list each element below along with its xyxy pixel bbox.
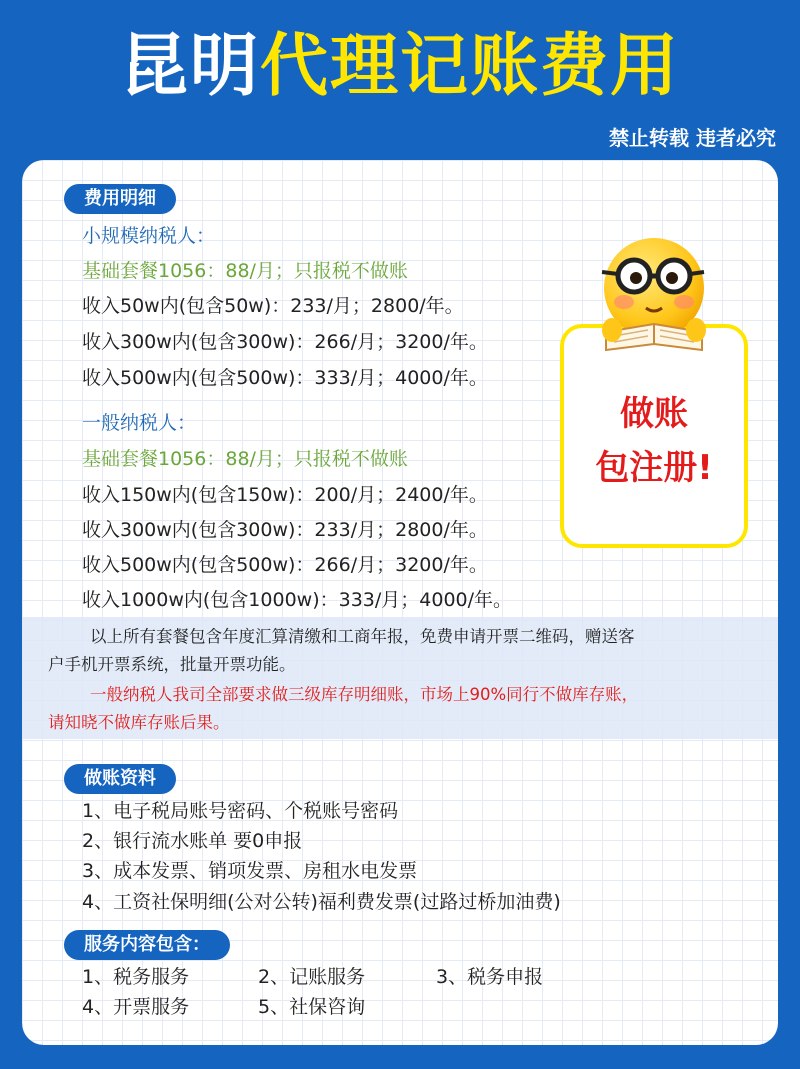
promo-line: 包注册! [595,448,713,488]
service-item: 2、记账服务 [258,966,366,988]
general-taxpayer-tier: 收入150w内(包含150w)：200/月；2400/年。 [82,484,488,506]
materials-item: 3、成本发票、销项发票、房租水电发票 [82,860,418,882]
general-taxpayer-basic: 基础套餐1056：88/月；只报税不做账 [82,448,408,470]
note-warning-line: 请知晓不做库存账后果。 [48,713,230,732]
small-taxpayer-basic: 基础套餐1056：88/月；只报税不做账 [82,260,408,282]
page-title [40,22,760,112]
small-taxpayer-heading: 小规模纳税人： [82,225,216,247]
general-taxpayer-tier: 收入500w内(包含500w)：266/月；3200/年。 [82,554,488,576]
small-taxpayer-tier: 收入500w内(包含500w)：333/月；4000/年。 [82,367,488,389]
title-topic: 代理记账费用 [260,27,681,106]
promo-line: 做账 [620,394,688,434]
service-item: 1、税务服务 [82,966,190,988]
page-header [0,0,800,160]
materials-item: 1、电子税局账号密码、个税账号密码 [82,800,399,822]
copyright-warning: 禁止转载 违者必究 [609,126,776,150]
general-taxpayer-tier: 收入1000w内(包含1000w)：333/月；4000/年。 [82,589,513,611]
materials-section-label: 做账资料 [64,764,176,794]
fees-section-label: 费用明细 [64,184,176,214]
materials-item: 2、银行流水账单 要0申报 [82,830,303,852]
general-taxpayer-heading: 一般纳税人： [82,412,197,434]
service-item: 4、开票服务 [82,996,190,1018]
notes-band [22,617,778,739]
small-taxpayer-tier: 收入50w内(包含50w)：233/月；2800/年。 [82,295,464,317]
note-warning-line: 一般纳税人我司全部要求做三级库存明细账，市场上90%同行不做库存账， [90,685,639,704]
services-section-label: 服务内容包含： [64,930,230,960]
service-item: 5、社保咨询 [258,996,366,1018]
service-item: 3、税务申报 [436,966,544,988]
mascot-emoji-reading-icon [596,232,716,358]
materials-item: 4、工资社保明细(公对公转)福利费发票(过路过桥加油费) [82,891,561,913]
note-line: 以上所有套餐包含年度汇算清缴和工商年报，免费申请开票二维码，赠送客 [90,627,635,646]
small-taxpayer-tier: 收入300w内(包含300w)：266/月；3200/年。 [82,331,488,353]
title-city: 昆明 [119,27,260,106]
general-taxpayer-tier: 收入300w内(包含300w)：233/月；2800/年。 [82,519,488,541]
note-line: 户手机开票系统，批量开票功能。 [48,655,296,674]
